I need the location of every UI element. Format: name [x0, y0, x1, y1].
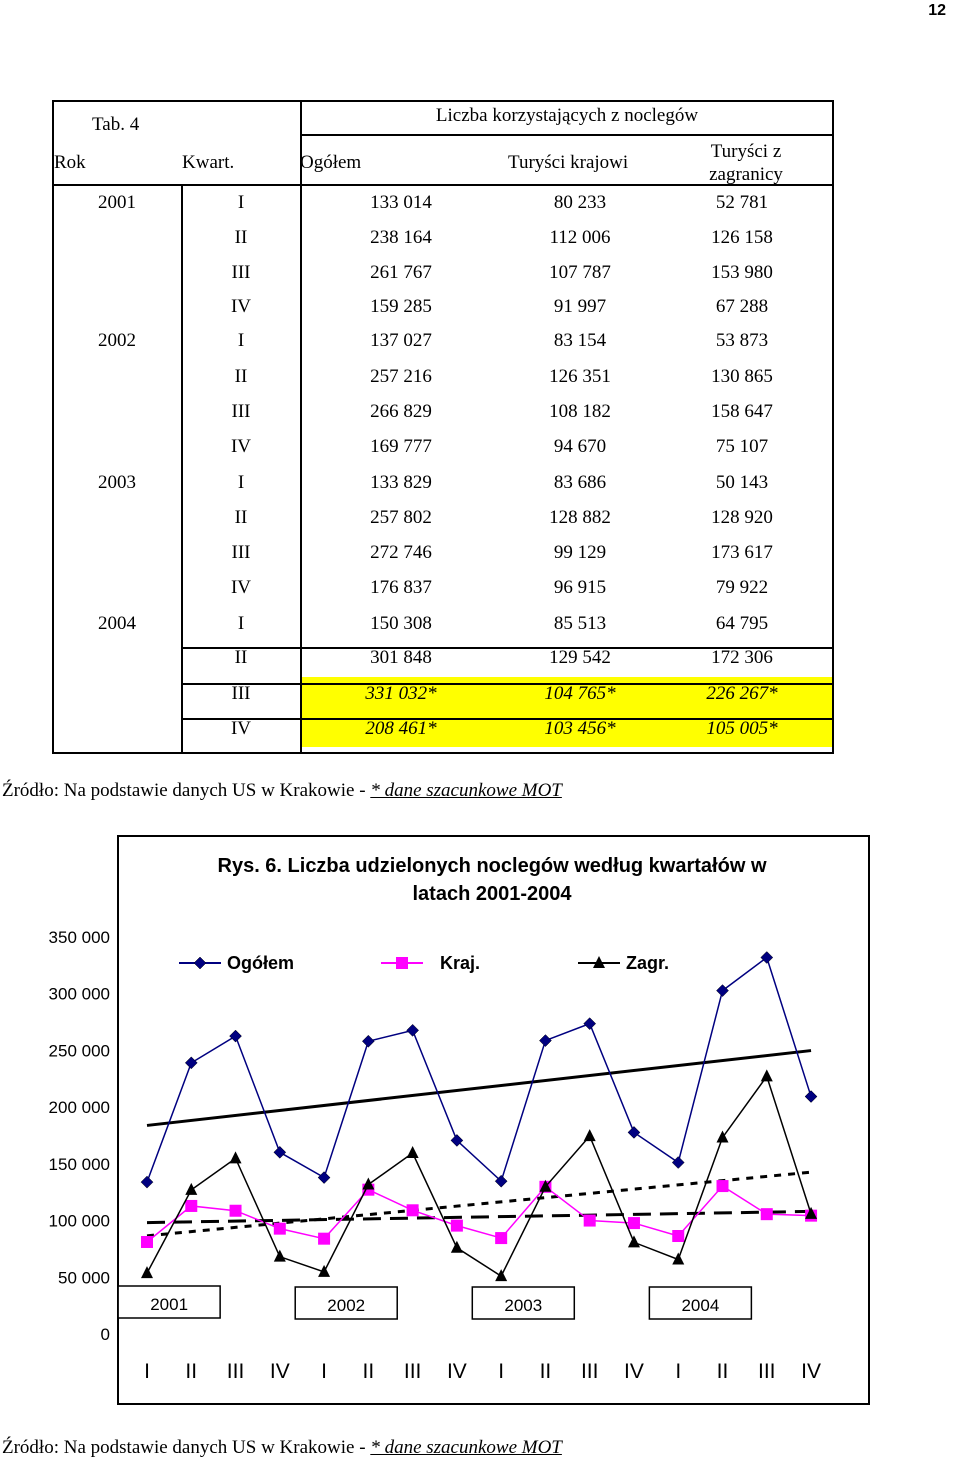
- data-point: [407, 1146, 419, 1158]
- trendline: [147, 1051, 811, 1126]
- header-krajowi: Turyści krajowi: [508, 152, 629, 173]
- header-kwart: Kwart.: [182, 152, 235, 173]
- data-point: [274, 1223, 286, 1235]
- data-point: [539, 1035, 551, 1047]
- legend-label: Kraj.: [440, 953, 481, 973]
- data-point: [318, 1172, 330, 1184]
- x-tick-label: IV: [801, 1360, 821, 1383]
- data-point: [672, 1157, 684, 1169]
- cell-ogolem: 137 027: [370, 330, 432, 351]
- header-zagranica: Turyści z zagranicy: [709, 141, 783, 185]
- x-tick-label: II: [185, 1360, 198, 1383]
- cell-quarter: IV: [230, 577, 252, 598]
- cell-quarter: III: [231, 401, 251, 422]
- cell-quarter: III: [231, 542, 251, 563]
- data-point: [495, 1269, 507, 1281]
- cell-krajowi: 80 233: [553, 192, 607, 213]
- data-point: [451, 1241, 463, 1253]
- data-point: [451, 1220, 463, 1232]
- data-point: [362, 1178, 374, 1190]
- cell-quarter: IV: [230, 296, 252, 317]
- x-tick-label: IV: [446, 1360, 467, 1383]
- cell-krajowi: 99 129: [553, 542, 607, 563]
- cell-year: 2002: [98, 330, 136, 351]
- series-line: [147, 1076, 811, 1276]
- cell-ogolem: 272 746: [370, 542, 432, 563]
- data-point: [805, 1091, 817, 1103]
- cell-krajowi: 128 882: [549, 507, 611, 528]
- data-point: [230, 1030, 242, 1042]
- cell-krajowi: 107 787: [549, 262, 611, 283]
- data-point: [141, 1236, 153, 1248]
- series-line: [147, 958, 811, 1183]
- source-estimate-note: * dane szacunkowe MOT: [370, 780, 562, 801]
- data-point: [584, 1215, 596, 1227]
- cell-year: 2003: [98, 472, 136, 493]
- cell-quarter: II: [234, 227, 248, 248]
- cell-krajowi: 129 542: [549, 647, 611, 668]
- data-point: [407, 1204, 419, 1216]
- cell-quarter: I: [237, 330, 245, 351]
- source-separator: -: [354, 780, 371, 801]
- cell-krajowi: 96 915: [553, 577, 607, 598]
- y-tick-label: 350 000: [48, 928, 110, 947]
- cell-zagranica: 79 922: [715, 577, 769, 598]
- cell-quarter: I: [237, 613, 245, 634]
- data-point: [362, 1035, 374, 1047]
- data-point: [407, 1024, 419, 1036]
- cell-ogolem: 257 802: [370, 507, 432, 528]
- cell-ogolem: 169 777: [370, 436, 432, 457]
- data-point: [274, 1146, 286, 1158]
- x-tick-label: III: [758, 1360, 776, 1383]
- cell-krajowi: 103 456*: [544, 718, 616, 739]
- year-label: 2004: [681, 1296, 720, 1315]
- y-tick-label: 200 000: [48, 1098, 110, 1118]
- cell-ogolem: 261 767: [370, 262, 432, 283]
- data-point: [274, 1250, 286, 1262]
- cell-ogolem: 159 285: [370, 296, 432, 317]
- cell-krajowi: 112 006: [549, 227, 611, 248]
- data-point: [761, 1208, 773, 1220]
- cell-zagranica: 130 865: [711, 366, 773, 387]
- x-tick-label: I: [321, 1360, 328, 1383]
- data-point: [628, 1235, 640, 1247]
- cell-quarter: II: [234, 507, 248, 528]
- year-label: 2002: [327, 1296, 366, 1315]
- cell-quarter: III: [231, 262, 251, 283]
- x-tick-label: I: [498, 1360, 505, 1383]
- x-tick-label: III: [403, 1360, 422, 1383]
- y-tick-label: 0: [100, 1325, 110, 1344]
- cell-zagranica: 105 005*: [706, 718, 778, 739]
- data-point: [761, 952, 773, 964]
- x-tick-label: III: [580, 1360, 599, 1383]
- page-number: 12: [928, 2, 946, 19]
- x-tick-label: I: [675, 1360, 682, 1383]
- cell-quarter: I: [237, 472, 245, 493]
- cell-quarter: III: [231, 683, 251, 704]
- series-line: [147, 1186, 811, 1242]
- data-point: [672, 1230, 684, 1242]
- cell-krajowi: 91 997: [553, 296, 607, 317]
- y-tick-label: 50 000: [58, 1268, 110, 1288]
- cell-zagranica: 50 143: [715, 472, 769, 493]
- cell-quarter: I: [237, 192, 245, 213]
- table-caption: Liczba korzystających z noclegów: [435, 105, 699, 126]
- cell-zagranica: 128 920: [711, 507, 773, 528]
- source-text: Źródło: Na podstawie danych US w Krakowie: [2, 1437, 355, 1458]
- cell-ogolem: 238 164: [370, 227, 432, 248]
- data-point: [495, 1232, 507, 1244]
- cell-quarter: IV: [230, 718, 252, 739]
- data-point: [318, 1233, 330, 1245]
- cell-zagranica: 75 107: [715, 436, 769, 457]
- cell-ogolem: 266 829: [370, 401, 432, 422]
- cell-zagranica: 158 647: [711, 401, 773, 422]
- legend-marker: [396, 957, 408, 969]
- data-point: [141, 1266, 153, 1278]
- cell-zagranica: 64 795: [715, 613, 769, 634]
- trendline: [147, 1211, 811, 1222]
- cell-ogolem: 301 848: [370, 647, 432, 668]
- x-tick-label: I: [144, 1360, 150, 1383]
- cell-zagranica: 173 617: [711, 542, 773, 563]
- legend-label: Ogółem: [227, 953, 295, 973]
- chart-title-line-1: Rys. 6. Liczba udzielonych noclegów według kwartałów w: [217, 855, 767, 877]
- data-point: [717, 985, 729, 997]
- y-tick-label: 300 000: [48, 984, 110, 1004]
- y-tick-label: 250 000: [48, 1041, 110, 1061]
- cell-zagranica: 52 781: [715, 192, 769, 213]
- cell-krajowi: 108 182: [549, 401, 611, 422]
- data-point: [628, 1217, 640, 1229]
- legend-label: Zagr.: [626, 953, 670, 973]
- cell-ogolem: 257 216: [370, 366, 432, 387]
- cell-zagranica: 226 267*: [706, 683, 778, 704]
- data-point: [717, 1180, 729, 1192]
- header-rok: Rok: [54, 152, 86, 173]
- y-tick-label: 100 000: [48, 1211, 110, 1231]
- cell-year: 2001: [98, 192, 136, 213]
- source-separator: -: [354, 1437, 371, 1458]
- cell-zagranica: 153 980: [711, 262, 773, 283]
- cell-krajowi: 83 686: [553, 472, 607, 493]
- cell-quarter: IV: [230, 436, 252, 457]
- y-tick-label: 150 000: [48, 1154, 110, 1174]
- year-label: 2003: [504, 1296, 543, 1315]
- cell-krajowi: 85 513: [553, 613, 607, 634]
- cell-zagranica: 126 158: [711, 227, 773, 248]
- cell-krajowi: 83 154: [553, 330, 607, 351]
- data-point: [761, 1069, 773, 1081]
- chart-title-line-2: latach 2001-2004: [412, 883, 572, 905]
- data-point: [185, 1183, 197, 1195]
- data-point: [230, 1151, 242, 1163]
- data-point: [584, 1018, 596, 1030]
- cell-krajowi: 104 765*: [544, 683, 616, 704]
- cell-zagranica: 172 306: [711, 647, 773, 668]
- source-note-2: [2, 1437, 562, 1459]
- table-label: Tab. 4: [92, 114, 140, 135]
- x-tick-label: IV: [269, 1360, 290, 1383]
- cell-ogolem: 150 308: [370, 613, 432, 634]
- data-point: [628, 1126, 640, 1138]
- data-point: [141, 1176, 153, 1188]
- cell-year: 2004: [98, 613, 136, 634]
- x-tick-label: III: [226, 1360, 245, 1383]
- cell-krajowi: 94 670: [553, 436, 607, 457]
- source-estimate-note: * dane szacunkowe MOT: [370, 1437, 562, 1458]
- cell-ogolem: 331 032*: [365, 683, 437, 704]
- cell-ogolem: 208 461*: [365, 718, 437, 739]
- x-tick-label: II: [539, 1360, 552, 1383]
- data-point: [185, 1200, 197, 1212]
- x-tick-label: II: [716, 1360, 729, 1383]
- year-label: 2001: [150, 1295, 189, 1314]
- header-ogolem: Ogółem: [300, 152, 362, 173]
- cell-zagranica: 67 288: [715, 296, 769, 317]
- x-tick-label: IV: [624, 1360, 644, 1383]
- cell-ogolem: 176 837: [370, 577, 432, 598]
- cell-ogolem: 133 014: [370, 192, 432, 213]
- data-point: [185, 1057, 197, 1069]
- cell-krajowi: 126 351: [549, 366, 611, 387]
- source-text: Źródło: Na podstawie danych US w Krakowie: [2, 780, 355, 801]
- cell-ogolem: 133 829: [370, 472, 432, 493]
- cell-zagranica: 53 873: [715, 330, 769, 351]
- data-point: [230, 1205, 242, 1217]
- cell-quarter: II: [234, 366, 248, 387]
- data-point: [584, 1129, 596, 1141]
- cell-quarter: II: [234, 647, 248, 668]
- x-tick-label: II: [362, 1360, 375, 1383]
